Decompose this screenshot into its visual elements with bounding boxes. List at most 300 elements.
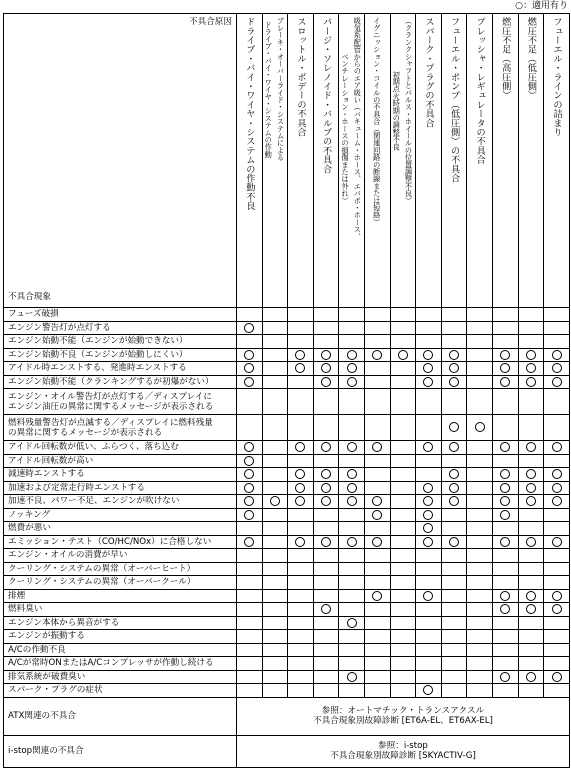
applicability-cell: [237, 468, 263, 482]
applicable-circle-icon: [321, 496, 331, 506]
applicable-circle-icon: [347, 672, 357, 682]
applicability-cell: [237, 589, 263, 603]
symptom-row: [4, 657, 570, 671]
applicability-cell: [288, 348, 314, 362]
applicability-cell: [237, 415, 263, 441]
applicability-cell: [237, 454, 263, 468]
applicability-cell: [416, 535, 442, 549]
applicability-cell: [339, 508, 365, 522]
applicability-cell: [288, 643, 314, 657]
applicable-circle-icon: [244, 377, 254, 387]
applicability-cell: [339, 375, 365, 389]
applicability-cell: [237, 389, 263, 415]
cause-column-label: 吸気系配管からのエア吸い（バキューム・ホース、エバポ・ホース、: [353, 17, 363, 241]
applicability-cell: [390, 670, 416, 684]
applicability-cell: [518, 657, 544, 671]
applicability-cell: [441, 389, 467, 415]
applicability-cell: [313, 576, 339, 590]
applicability-cell: [339, 576, 365, 590]
applicability-cell: [262, 535, 288, 549]
applicability-cell: [313, 589, 339, 603]
applicability-cell: [441, 508, 467, 522]
applicable-circle-icon: [552, 350, 562, 360]
applicable-circle-icon: [423, 377, 433, 387]
applicability-cell: [467, 468, 493, 482]
applicability-cell: [288, 549, 314, 563]
applicability-cell: [492, 508, 518, 522]
applicable-circle-icon: [295, 350, 305, 360]
applicability-cell: [492, 495, 518, 509]
applicability-cell: [518, 415, 544, 441]
applicability-cell: [339, 670, 365, 684]
applicability-cell: [288, 321, 314, 335]
applicability-cell: [467, 308, 493, 322]
symptom-row: [4, 468, 570, 482]
applicability-cell: [313, 308, 339, 322]
applicability-cell: [339, 321, 365, 335]
applicable-circle-icon: [372, 510, 382, 520]
applicability-cell: [544, 389, 570, 415]
applicability-cell: [262, 321, 288, 335]
applicability-cell: [467, 549, 493, 563]
applicability-cell: [518, 549, 544, 563]
applicability-cell: [492, 308, 518, 322]
applicability-cell: [416, 389, 442, 415]
corner-header-cell: [4, 14, 237, 308]
applicable-circle-icon: [347, 350, 357, 360]
symptom-label: 減速時エンストする: [4, 468, 237, 482]
symptom-label: 排煙: [4, 589, 237, 603]
applicability-cell: [518, 576, 544, 590]
applicable-circle-icon: [244, 510, 254, 520]
applicable-circle-icon: [423, 591, 433, 601]
symptom-row: [4, 603, 570, 617]
applicable-circle-icon: [372, 537, 382, 547]
applicability-cell: [544, 670, 570, 684]
applicable-circle-icon: [372, 350, 382, 360]
applicability-cell: [237, 481, 263, 495]
applicable-circle-icon: [552, 672, 562, 682]
applicability-cell: [544, 321, 570, 335]
applicability-cell: [262, 441, 288, 455]
applicability-cell: [518, 522, 544, 536]
applicable-circle-icon: [321, 350, 331, 360]
cause-column-header: [518, 14, 544, 308]
applicable-circle-icon: [552, 469, 562, 479]
applicability-cell: [313, 321, 339, 335]
applicable-circle-icon: [244, 496, 254, 506]
symptom-label: スパーク・プラグの症状: [4, 684, 237, 698]
applicability-cell: [390, 308, 416, 322]
applicability-cell: [518, 495, 544, 509]
symptom-label: エンジン・オイル警告灯が点灯する／ディスプレイに エンジン油圧の異常に関するメッセージが表示される: [4, 389, 237, 415]
applicability-cell: [390, 508, 416, 522]
applicability-cell: [441, 549, 467, 563]
applicable-circle-icon: [552, 496, 562, 506]
applicability-cell: [390, 630, 416, 644]
applicability-cell: [544, 508, 570, 522]
cause-column-header: [467, 14, 493, 308]
applicable-circle-icon: [244, 363, 254, 373]
applicability-cell: [237, 495, 263, 509]
applicability-cell: [313, 630, 339, 644]
applicable-circle-icon: [500, 469, 510, 479]
symptom-label: エンジン本体から異音がする: [4, 616, 237, 630]
applicability-cell: [339, 549, 365, 563]
applicability-cell: [492, 375, 518, 389]
applicable-circle-icon: [423, 363, 433, 373]
applicable-circle-icon: [552, 363, 562, 373]
symptom-row: [4, 508, 570, 522]
applicable-circle-icon: [500, 483, 510, 493]
cause-column-header: [492, 14, 518, 308]
applicability-cell: [492, 630, 518, 644]
symptom-row: [4, 481, 570, 495]
applicability-cell: [364, 454, 390, 468]
applicability-cell: [262, 589, 288, 603]
applicability-cell: [313, 348, 339, 362]
applicability-cell: [492, 643, 518, 657]
applicable-circle-icon: [321, 469, 331, 479]
applicable-circle-icon: [552, 377, 562, 387]
applicable-circle-icon: [295, 442, 305, 452]
applicability-cell: [467, 603, 493, 617]
applicability-cell: [441, 522, 467, 536]
applicability-cell: [467, 375, 493, 389]
symptom-row: [4, 522, 570, 536]
applicability-cell: [492, 562, 518, 576]
cause-column-header: [364, 14, 390, 308]
applicable-circle-icon: [500, 496, 510, 506]
applicability-cell: [339, 468, 365, 482]
applicability-cell: [441, 348, 467, 362]
applicable-circle-icon: [423, 685, 433, 695]
applicability-cell: [492, 454, 518, 468]
applicability-cell: [262, 362, 288, 376]
cause-column-label: イグニッション・コイルの不具合（関連回路の断線または短絡）: [372, 17, 382, 226]
applicability-cell: [467, 657, 493, 671]
applicability-cell: [364, 495, 390, 509]
applicable-circle-icon: [500, 510, 510, 520]
applicability-cell: [237, 335, 263, 349]
applicable-circle-icon: [526, 604, 536, 614]
applicability-cell: [364, 643, 390, 657]
applicable-circle-icon: [398, 350, 408, 360]
applicability-cell: [390, 589, 416, 603]
applicability-cell: [313, 454, 339, 468]
symptom-header-label: 不具合現象: [8, 292, 51, 302]
applicability-cell: [364, 389, 390, 415]
applicability-cell: [237, 441, 263, 455]
applicability-cell: [390, 481, 416, 495]
cause-column-label: フューエル・ポンプ（低圧側）の不具合: [448, 17, 460, 183]
applicability-cell: [544, 415, 570, 441]
applicability-cell: [492, 481, 518, 495]
applicability-cell: [416, 643, 442, 657]
applicability-cell: [339, 522, 365, 536]
applicability-cell: [262, 630, 288, 644]
applicability-cell: [518, 441, 544, 455]
applicability-cell: [237, 630, 263, 644]
applicability-cell: [518, 643, 544, 657]
applicable-circle-icon: [500, 442, 510, 452]
applicable-circle-icon: [449, 483, 459, 493]
cause-column-header: [441, 14, 467, 308]
symptom-label: 排気系統が破費臭い: [4, 670, 237, 684]
applicability-cell: [390, 657, 416, 671]
applicable-circle-icon: [552, 483, 562, 493]
applicability-cell: [237, 308, 263, 322]
applicability-cell: [364, 362, 390, 376]
cause-column-header: [313, 14, 339, 308]
cause-column-label: 初期点火時期の調整不良: [392, 71, 402, 151]
applicability-cell: [339, 335, 365, 349]
applicable-circle-icon: [449, 350, 459, 360]
applicability-cell: [237, 375, 263, 389]
applicability-cell: [390, 562, 416, 576]
applicable-circle-icon: [295, 483, 305, 493]
applicability-cell: [492, 616, 518, 630]
applicability-cell: [364, 441, 390, 455]
applicability-cell: [467, 643, 493, 657]
applicability-cell: [339, 454, 365, 468]
cause-column-header: [544, 14, 570, 308]
applicability-cell: [364, 670, 390, 684]
applicability-cell: [544, 684, 570, 698]
applicability-cell: [288, 589, 314, 603]
symptom-row: [4, 441, 570, 455]
applicability-cell: [492, 576, 518, 590]
applicability-cell: [441, 321, 467, 335]
applicability-cell: [390, 535, 416, 549]
applicable-circle-icon: [347, 442, 357, 452]
applicability-cell: [364, 508, 390, 522]
applicable-circle-icon: [347, 469, 357, 479]
symptom-row: [4, 335, 570, 349]
reference-line: 不具合現象別故障診断 [SKYACTIV-G]: [330, 751, 476, 761]
applicability-cell: [390, 576, 416, 590]
applicability-cell: [467, 630, 493, 644]
applicability-cell: [416, 684, 442, 698]
applicability-cell: [544, 589, 570, 603]
applicability-cell: [441, 630, 467, 644]
symptom-row: [4, 684, 570, 698]
applicable-circle-icon: [372, 591, 382, 601]
applicability-cell: [467, 362, 493, 376]
applicability-cell: [544, 603, 570, 617]
applicability-cell: [441, 576, 467, 590]
applicable-circle-icon: [295, 496, 305, 506]
applicability-cell: [237, 508, 263, 522]
applicable-circle-icon: [526, 350, 536, 360]
applicable-circle-icon: [321, 442, 331, 452]
applicable-circle-icon: [500, 591, 510, 601]
applicability-cell: [288, 508, 314, 522]
symptom-row: [4, 643, 570, 657]
cause-column-label: プレッシャ・レギュレータの不具合: [474, 17, 486, 165]
symptom-row: [4, 495, 570, 509]
applicability-cell: [467, 415, 493, 441]
applicability-cell: [237, 670, 263, 684]
applicability-cell: [288, 684, 314, 698]
applicability-cell: [467, 562, 493, 576]
applicable-circle-icon: [475, 422, 485, 432]
applicability-cell: [288, 481, 314, 495]
applicability-cell: [339, 589, 365, 603]
applicability-cell: [416, 508, 442, 522]
symptom-label: A/Cの作動不良: [4, 643, 237, 657]
applicability-cell: [441, 415, 467, 441]
applicability-cell: [262, 495, 288, 509]
reference-label: i-stop関連の不具合: [4, 735, 237, 767]
applicability-cell: [544, 562, 570, 576]
reference-row: [4, 735, 570, 767]
applicability-cell: [416, 522, 442, 536]
applicable-circle-icon: [526, 537, 536, 547]
symptom-label: アイドル回転数が高い: [4, 454, 237, 468]
applicability-cell: [262, 335, 288, 349]
applicable-circle-icon: [449, 496, 459, 506]
reference-line: 不具合現象別故障診断 [ET6A-EL、ET6AX-EL]: [312, 716, 493, 726]
applicability-cell: [467, 348, 493, 362]
applicable-circle-icon: [500, 350, 510, 360]
applicability-cell: [313, 616, 339, 630]
applicability-cell: [467, 589, 493, 603]
cause-column-header: [339, 14, 365, 308]
applicable-circle-icon: [552, 604, 562, 614]
applicability-cell: [262, 576, 288, 590]
applicability-cell: [518, 375, 544, 389]
applicability-cell: [544, 616, 570, 630]
applicable-circle-icon: [500, 537, 510, 547]
symptom-row: [4, 375, 570, 389]
applicable-circle-icon: [423, 523, 433, 533]
applicability-cell: [518, 684, 544, 698]
applicability-cell: [467, 576, 493, 590]
applicability-cell: [313, 481, 339, 495]
applicability-cell: [364, 576, 390, 590]
applicability-cell: [416, 576, 442, 590]
applicability-cell: [544, 481, 570, 495]
applicability-cell: [416, 362, 442, 376]
applicability-cell: [518, 603, 544, 617]
applicability-cell: [518, 562, 544, 576]
symptom-label: エンジン警告灯が点灯する: [4, 321, 237, 335]
applicability-cell: [237, 657, 263, 671]
applicability-cell: [339, 616, 365, 630]
applicability-cell: [313, 522, 339, 536]
applicability-cell: [416, 321, 442, 335]
symptom-row: [4, 362, 570, 376]
applicability-cell: [492, 603, 518, 617]
matrix-body: [4, 308, 570, 698]
applicable-circle-icon: [347, 483, 357, 493]
applicability-cell: [492, 657, 518, 671]
applicability-cell: [441, 603, 467, 617]
applicability-cell: [237, 348, 263, 362]
applicability-cell: [339, 389, 365, 415]
applicable-circle-icon: [372, 442, 382, 452]
symptom-label: エンジン始動不能（エンジンが始動できない）: [4, 335, 237, 349]
cause-column-header: [288, 14, 314, 308]
applicability-cell: [237, 321, 263, 335]
cause-header-label: 不具合原因: [189, 17, 232, 27]
applicability-cell: [492, 321, 518, 335]
applicability-cell: [390, 684, 416, 698]
reference-text: [237, 697, 570, 735]
applicability-cell: [441, 589, 467, 603]
symptom-label: エンジン始動不良（エンジンが始動しにくい）: [4, 348, 237, 362]
applicable-circle-icon: [449, 469, 459, 479]
applicability-cell: [288, 389, 314, 415]
applicability-cell: [364, 415, 390, 441]
applicability-cell: [262, 657, 288, 671]
symptom-label: 燃料臭い: [4, 603, 237, 617]
applicability-cell: [288, 495, 314, 509]
applicability-cell: [467, 389, 493, 415]
reference-line: 参照：i-stop: [378, 741, 428, 751]
applicability-cell: [288, 657, 314, 671]
symptom-label: ノッキング: [4, 508, 237, 522]
symptom-label: 加速不良、パワー不足、エンジンが吹けない: [4, 495, 237, 509]
applicable-circle-icon: [321, 483, 331, 493]
symptom-label: フューズ破損: [4, 308, 237, 322]
applicable-circle-icon: [423, 496, 433, 506]
applicability-cell: [544, 576, 570, 590]
applicability-cell: [467, 670, 493, 684]
applicable-circle-icon: [423, 537, 433, 547]
applicable-circle-icon: [423, 442, 433, 452]
applicability-cell: [416, 481, 442, 495]
applicability-cell: [288, 335, 314, 349]
symptom-label: 加速および定常走行時エンストする: [4, 481, 237, 495]
applicable-circle-icon: [321, 537, 331, 547]
applicability-cell: [262, 562, 288, 576]
symptom-row: [4, 549, 570, 563]
applicability-cell: [364, 630, 390, 644]
applicability-cell: [339, 481, 365, 495]
applicability-cell: [313, 535, 339, 549]
applicability-cell: [313, 441, 339, 455]
applicability-cell: [262, 616, 288, 630]
applicability-cell: [339, 684, 365, 698]
applicable-circle-icon: [321, 363, 331, 373]
applicability-cell: [390, 321, 416, 335]
applicability-cell: [364, 468, 390, 482]
applicability-cell: [416, 589, 442, 603]
applicability-cell: [339, 348, 365, 362]
applicable-circle-icon: [347, 618, 357, 628]
applicable-circle-icon: [449, 377, 459, 387]
applicable-circle-icon: [423, 483, 433, 493]
applicability-cell: [390, 468, 416, 482]
applicability-cell: [441, 643, 467, 657]
applicability-cell: [441, 335, 467, 349]
applicability-cell: [364, 657, 390, 671]
applicability-cell: [518, 630, 544, 644]
applicable-circle-icon: [244, 350, 254, 360]
symptom-row: [4, 535, 570, 549]
applicability-cell: [339, 362, 365, 376]
applicability-cell: [364, 562, 390, 576]
applicable-circle-icon: [372, 496, 382, 506]
applicability-cell: [288, 630, 314, 644]
symptom-row: [4, 454, 570, 468]
applicability-cell: [339, 562, 365, 576]
applicability-cell: [492, 535, 518, 549]
applicable-circle-icon: [244, 483, 254, 493]
cause-column-label: 燃圧不足（低圧側）: [525, 17, 537, 100]
